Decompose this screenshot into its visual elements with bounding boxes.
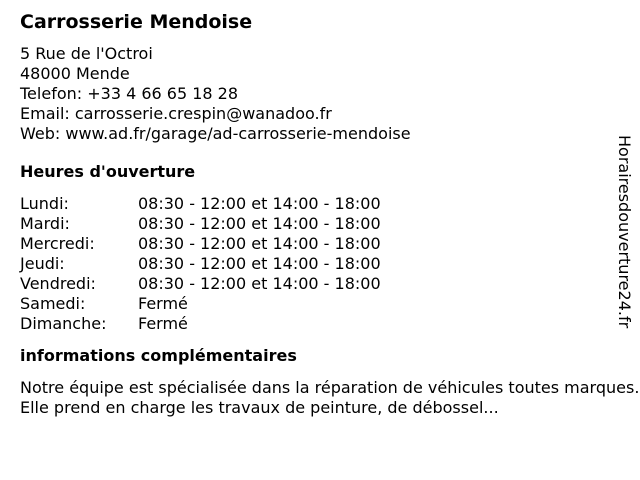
hours-row: [20, 314, 620, 334]
address-city: 48000 Mende: [20, 64, 130, 83]
hours-table: [20, 194, 620, 334]
phone-line[interactable]: Telefon: +33 4 66 65 18 28: [20, 84, 239, 103]
hours-time: Fermé: [138, 294, 188, 313]
hours-heading: Heures d'ouverture: [20, 162, 196, 181]
info-heading: informations complémentaires: [20, 346, 297, 365]
hours-day: Jeudi:: [20, 254, 65, 273]
hours-row: [20, 214, 620, 234]
hours-row: [20, 274, 620, 294]
hours-time: 08:30 - 12:00 et 14:00 - 18:00: [138, 214, 381, 233]
hours-row: [20, 254, 620, 274]
hours-time: 08:30 - 12:00 et 14:00 - 18:00: [138, 254, 381, 273]
hours-day: Mardi:: [20, 214, 70, 233]
hours-day: Dimanche:: [20, 314, 107, 333]
business-name: Carrosserie Mendoise: [20, 11, 253, 33]
hours-row: [20, 234, 620, 254]
hours-day: Samedi:: [20, 294, 86, 313]
hours-row: [20, 194, 620, 214]
hours-time: 08:30 - 12:00 et 14:00 - 18:00: [138, 194, 381, 213]
hours-time: 08:30 - 12:00 et 14:00 - 18:00: [138, 234, 381, 253]
hours-day: Mercredi:: [20, 234, 95, 253]
hours-row: [20, 294, 620, 314]
hours-day: Lundi:: [20, 194, 69, 213]
hours-day: Vendredi:: [20, 274, 96, 293]
info-description: Notre équipe est spécialisée dans la réparation de véhicules toutes marques. Elle prend en charge les travaux de peinture, de débossel...: [20, 378, 640, 417]
web-line[interactable]: Web: www.ad.fr/garage/ad-carrosserie-mendoise: [20, 124, 411, 143]
contact-block: [20, 44, 620, 144]
address-street: 5 Rue de l'Octroi: [20, 44, 153, 63]
hours-time: 08:30 - 12:00 et 14:00 - 18:00: [138, 274, 381, 293]
hours-time: Fermé: [138, 314, 188, 333]
email-line[interactable]: Email: carrosserie.crespin@wanadoo.fr: [20, 104, 332, 123]
site-watermark: Horairesdouverture24.fr: [615, 135, 634, 329]
